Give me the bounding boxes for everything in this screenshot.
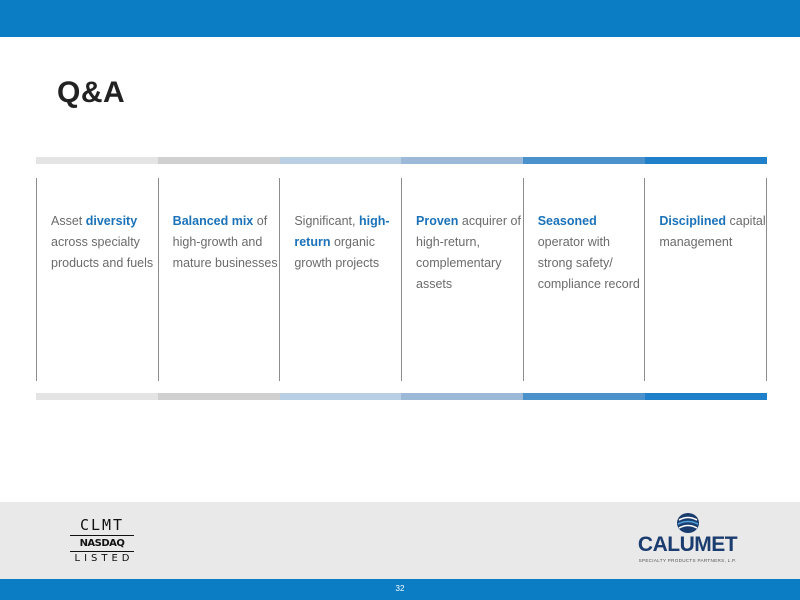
exchange-name: NASDAQ [70,536,134,552]
highlight-text: Proven [416,214,459,228]
stripe-segment [36,157,158,164]
calumet-globe-icon [676,512,700,534]
stripe-segment [158,157,280,164]
stripe-segment [523,157,645,164]
stripe-segment [36,393,158,400]
column-text [659,211,766,253]
stripe-segment [158,393,280,400]
column-text [538,211,645,295]
body-text: Significant, [294,214,359,228]
column-proven-acquirer [401,178,523,381]
bottom-color-stripe [36,393,767,400]
column-balanced-mix [158,178,280,381]
column-seasoned-operator [523,178,645,381]
column-text [416,211,523,295]
stripe-segment [280,157,402,164]
top-banner [0,0,800,37]
stripe-segment [401,393,523,400]
body-text: capital management [659,214,766,249]
stripe-segment [645,157,767,164]
column-text [51,211,158,274]
column-text [294,211,401,274]
body-text: of high-growth and mature businesses [172,214,278,270]
company-subtitle: SPECIALTY PRODUCTS PARTNERS, L.P. [638,558,737,563]
column-high-return [279,178,401,381]
nasdaq-listed-logo [70,516,134,566]
highlight-text: Balanced mix [172,214,254,228]
company-name: CALUMET [637,533,738,556]
stripe-segment [523,393,645,400]
highlight-text: Disciplined [659,214,727,228]
ticker-symbol: CLMT [70,516,134,536]
body-text: across specialty products and fuels [51,235,154,270]
listed-label: LISTED [74,553,134,564]
highlight-text: diversity [85,214,138,228]
column-text [173,211,280,274]
calumet-logo [630,512,745,572]
body-text: operator with strong safety/ compliance record [537,235,640,291]
stripe-segment [401,157,523,164]
body-text: acquirer of high-return, complementary assets [416,214,521,291]
slide-title: Q&A [57,76,126,109]
highlight-text: high-return [294,214,390,249]
column-disciplined-capital [644,178,767,381]
stripe-segment [645,393,767,400]
top-color-stripe [36,157,767,164]
column-asset-diversity [36,178,158,381]
page-number: 32 [395,584,405,593]
stripe-segment [280,393,402,400]
body-text: Asset [51,214,86,228]
highlight-text: Seasoned [537,214,597,228]
body-text: organic growth projects [294,235,380,270]
value-proposition-columns [36,178,767,381]
